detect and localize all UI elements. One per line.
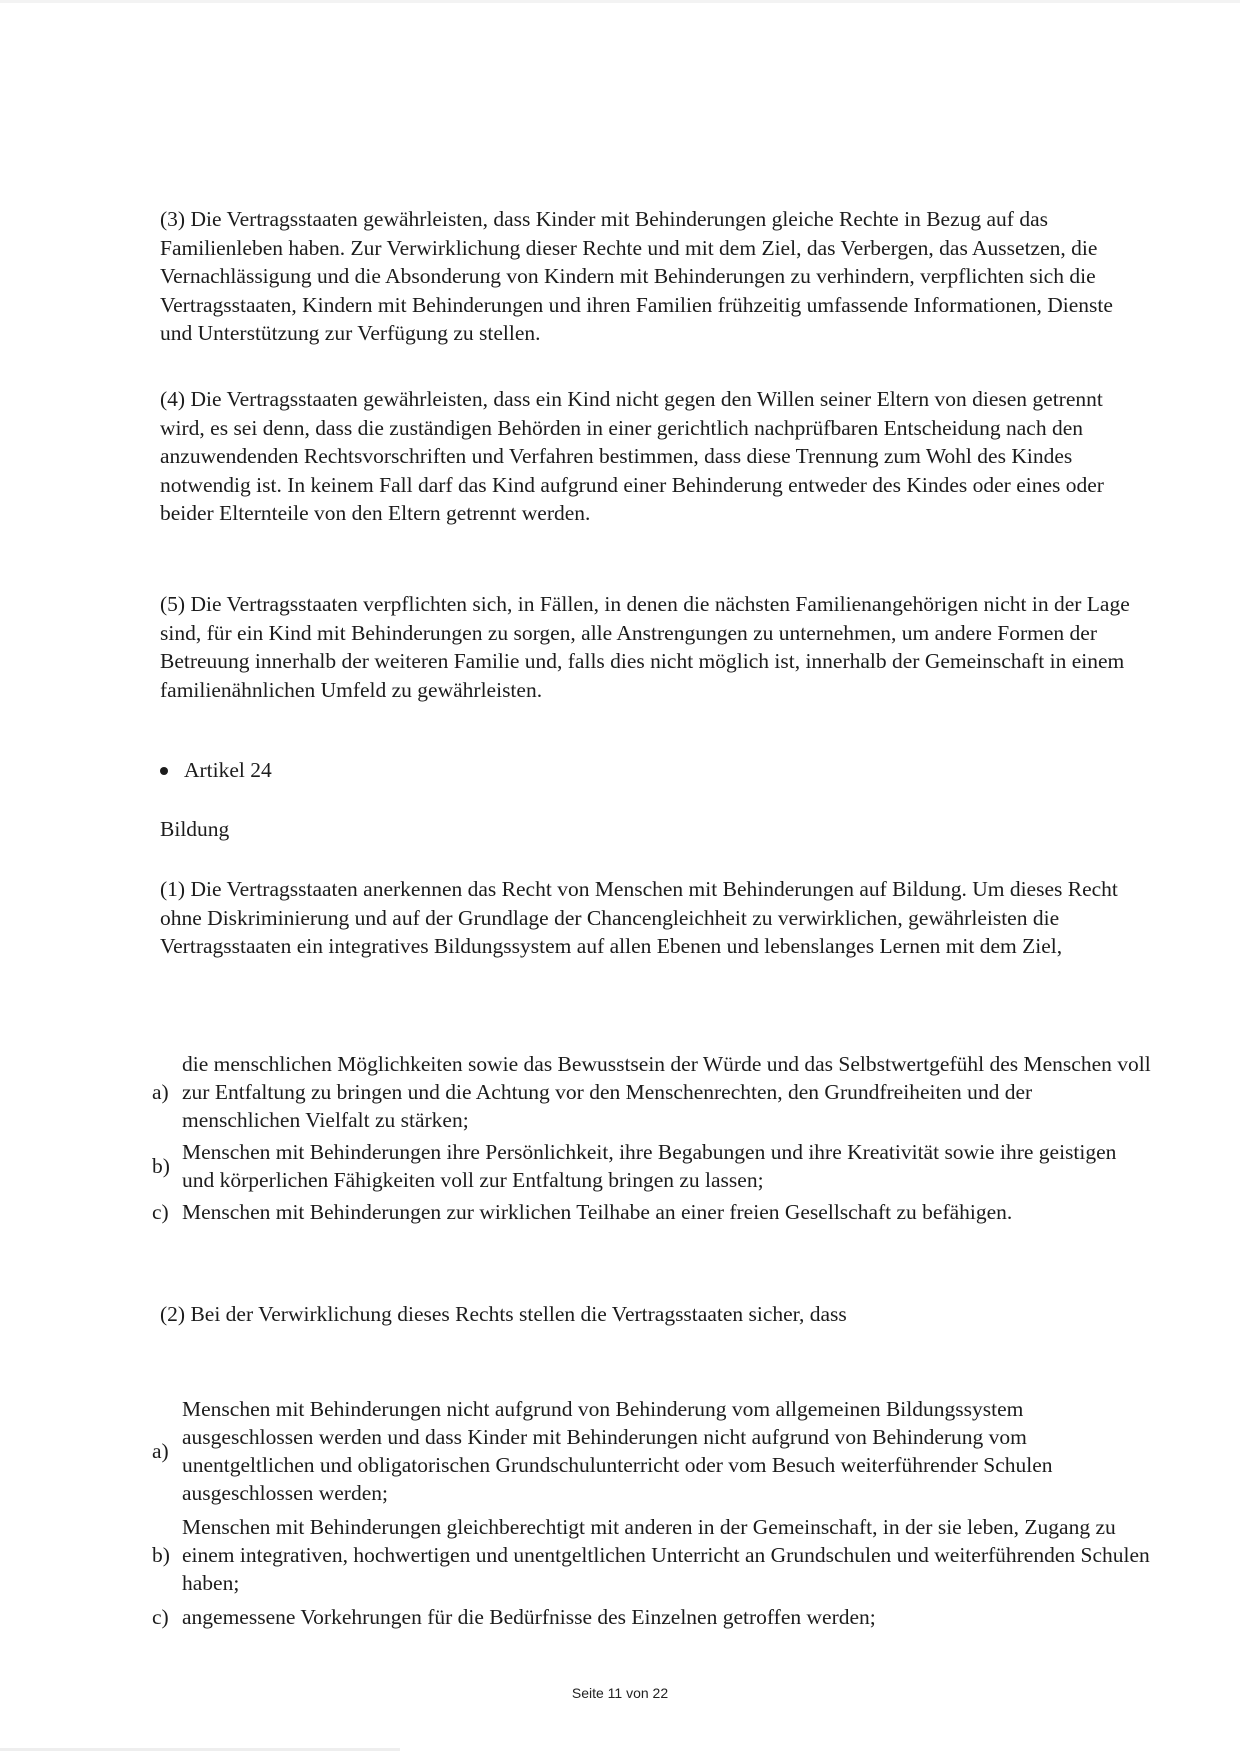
list-item bbox=[152, 1198, 1152, 1226]
scan-edge-top bbox=[0, 0, 1240, 3]
paragraph-4: (4) Die Vertragsstaaten gewährleisten, dass ein Kind nicht gegen den Willen seiner Eltern von diesen getrennt wird, es sei denn, dass die zuständigen Behörden in einer gerichtlich nachprüfbaren Entscheidung nach den anzuwendenden Rechtsvorschriften und Verfahren bestimmen, dass diese Trennung zum Wohl des Kindes notwendig ist. In keinem Fall darf das Kind aufgrund einer Behinderung entweder des Kindes oder eines oder beider Elternteile von den Eltern getrennt werden. bbox=[160, 387, 1104, 525]
article-title: Bildung bbox=[160, 817, 230, 841]
list-item-text: angemessene Vorkehrungen für die Bedürfnisse des Einzelnen getroffen werden; bbox=[182, 1605, 876, 1629]
list-item-text: Menschen mit Behinderungen ihre Persönlichkeit, ihre Begabungen und ihre Kreativität sowie ihre geistigen und körperlichen Fähigkeiten voll zur Entfaltung bringen zu lassen; bbox=[182, 1140, 1117, 1192]
list-item-text: Menschen mit Behinderungen gleichberechtigt mit anderen in der Gemeinschaft, in der sie leben, Zugang zu einem integrativen, hochwertigen und unentgeltlichen Unterricht an Grundschulen und weiterführenden Schulen haben; bbox=[182, 1515, 1150, 1595]
scan-edge-bottom bbox=[0, 1748, 400, 1751]
article-24-paragraph-1: (1) Die Vertragsstaaten anerkennen das Recht von Menschen mit Behinderungen auf Bildung. Um dieses Recht ohne Diskriminierung und auf der Grundlage der Chancengleichheit zu verwirklichen, gewährleisten die Vertragsstaaten ein integratives Bildungssystem auf allen Ebenen und lebenslanges Lernen mit dem Ziel, bbox=[160, 877, 1118, 958]
list-item bbox=[152, 1050, 1152, 1134]
list-item-text: Menschen mit Behinderungen zur wirklichen Teilhabe an einer freien Gesellschaft zu befähigen. bbox=[182, 1200, 1013, 1224]
page-footer: Seite 11 von 22 bbox=[571, 1685, 669, 1701]
article-heading-line bbox=[160, 758, 272, 783]
list-item bbox=[152, 1138, 1152, 1194]
list-item-text: die menschlichen Möglichkeiten sowie das Bewusstsein der Würde und das Selbstwertgefühl des Menschen voll zur Entfaltung zu bringen und die Achtung vor den Menschenrechten, den Grundfreiheiten und der menschlichen Vielfalt zu stärken; bbox=[182, 1052, 1151, 1132]
list-letter: c) bbox=[152, 1200, 169, 1224]
article-heading: Artikel 24 bbox=[184, 758, 272, 782]
list-letter: a) bbox=[152, 1439, 169, 1463]
list-letter: a) bbox=[152, 1080, 169, 1104]
list-letter: b) bbox=[152, 1543, 170, 1567]
paragraph-5: (5) Die Vertragsstaaten verpflichten sich, in Fällen, in denen die nächsten Familienangehörigen nicht in der Lage sind, für ein Kind mit Behinderungen zu sorgen, alle Anstrengungen zu unternehmen, um andere Formen der Betreuung innerhalb der weiteren Familie und, falls dies nicht möglich ist, innerhalb der Gemeinschaft in einem familienähnlichen Umfeld zu gewährleisten. bbox=[160, 592, 1130, 702]
list-item-text: Menschen mit Behinderungen nicht aufgrund von Behinderung vom allgemeinen Bildungssystem ausgeschlossen werden und dass Kinder mit Behinderungen nicht aufgrund von Behinderung vom unentgeltlichen und obligatorischen Grundschulunterricht oder vom Besuch weiterführender Schulen ausgeschlossen werden; bbox=[182, 1397, 1053, 1505]
goals-list bbox=[152, 1050, 1152, 1226]
list-item bbox=[152, 1395, 1152, 1507]
list-letter: c) bbox=[152, 1605, 169, 1629]
list-item bbox=[152, 1513, 1152, 1597]
list-item bbox=[152, 1603, 1152, 1631]
paragraph-3: (3) Die Vertragsstaaten gewährleisten, dass Kinder mit Behinderungen gleiche Rechte in Bezug auf das Familienleben haben. Zur Verwirklichung dieser Rechte und mit dem Ziel, das Verbergen, das Aussetzen, die Vernachlässigung und die Absonderung von Kindern mit Behinderungen zu verhindern, verpflichten sich die Vertragsstaaten, Kindern mit Behinderungen und ihren Familien frühzeitig umfassende Informationen, Dienste und Unterstützung zur Verfügung zu stellen. bbox=[160, 207, 1113, 345]
article-24-paragraph-2: (2) Bei der Verwirklichung dieses Rechts stellen die Vertragsstaaten sicher, dass bbox=[160, 1302, 847, 1326]
list-letter: b) bbox=[152, 1154, 170, 1178]
bullet-icon bbox=[160, 767, 168, 775]
guarantees-list bbox=[152, 1395, 1152, 1631]
